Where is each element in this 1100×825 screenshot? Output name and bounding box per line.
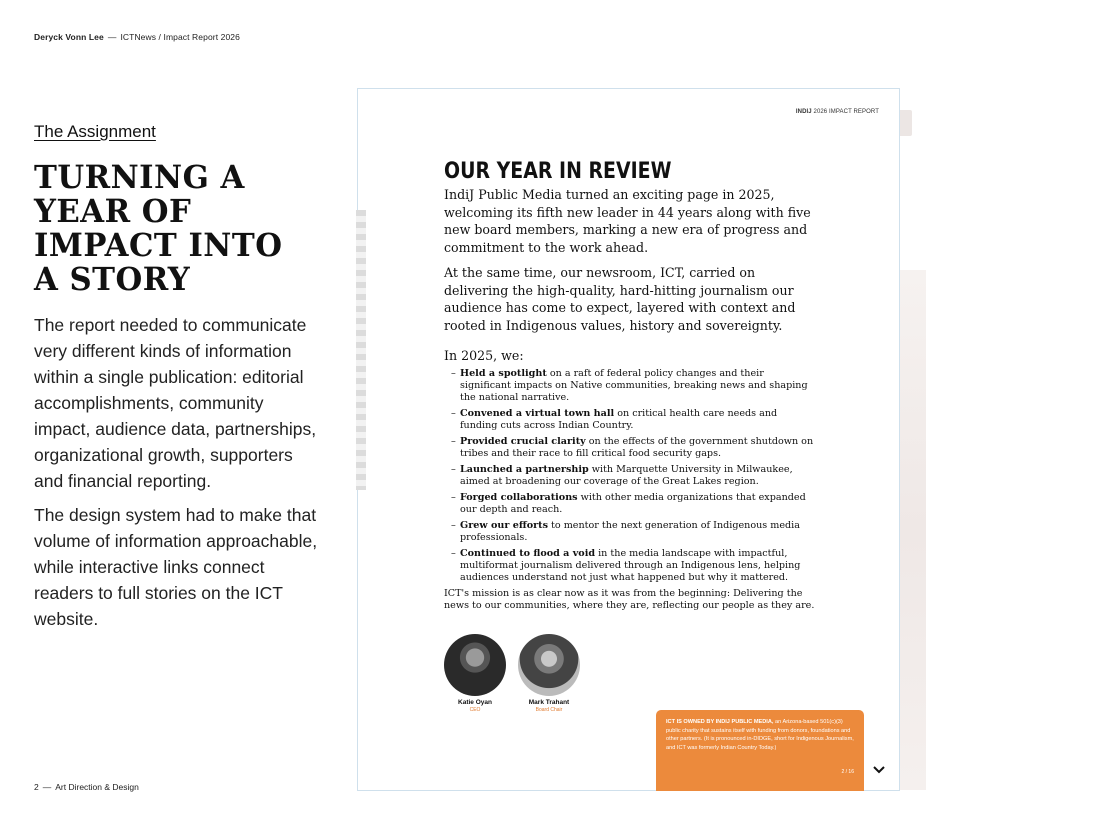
list-item-lead[interactable]: Grew our efforts — [460, 520, 548, 532]
header-breadcrumb: ICTNews / Impact Report 2026 — [120, 32, 240, 42]
footer-separator: — — [42, 782, 52, 792]
person-card-board-chair — [518, 634, 580, 713]
report-paragraph-2: At the same time, our newsroom, ICT, carried on delivering the high-quality, hard-hitting journalism our audience has come to expect, layered with context and rooted in Indigenous values, history and sovereignty. — [444, 265, 796, 333]
list-item — [444, 492, 816, 516]
page-headline: TURNING A YEAR OF IMPACT INTO A STORY — [34, 158, 283, 298]
page-indicator: 2 / 16 — [841, 769, 854, 775]
report-label-brand: INDIJ — [795, 109, 812, 115]
list-item — [444, 464, 816, 488]
ownership-body: an Arizona-based 501(c)(3) public charity that sustains itself with funding from donors, foundations and other partners. (It is pronounced in-DIDGE, short for Indigenous Journalism, and ICT was formerly Indian Country Today.) — [666, 719, 854, 751]
author-name: Deryck Vonn Lee — [34, 32, 104, 42]
page-footer — [34, 782, 139, 792]
list-dash: – — [451, 520, 456, 532]
report-page-preview — [357, 88, 900, 791]
list-item-lead[interactable]: Provided crucial clarity — [460, 436, 586, 448]
report-title: OUR YEAR IN REVIEW — [444, 159, 672, 184]
ownership-callout — [656, 710, 864, 791]
list-item — [444, 520, 816, 544]
footer-section: Art Direction & Design — [55, 782, 139, 792]
list-dash: – — [451, 436, 456, 448]
list-dash: – — [451, 408, 456, 420]
person-role: CEO — [469, 707, 481, 713]
person-card-ceo — [444, 634, 506, 713]
report-label — [796, 109, 879, 115]
report-label-text: 2026 IMPACT REPORT — [811, 109, 879, 115]
portrait-photo — [444, 634, 506, 696]
list-dash: – — [451, 464, 456, 476]
list-item-text: with Marquette University in Milwaukee, aimed at broadening our coverage of the Great Lakes region. — [460, 464, 793, 487]
list-item-text: in the media landscape with impactful, multiformat journalism delivered through an Indigenous lens, helping audiences understand not just what happened but why it mattered. — [460, 548, 801, 583]
chevron-down-icon[interactable] — [870, 761, 888, 779]
person-role: Board Chair — [535, 707, 563, 713]
leadership-portraits — [444, 634, 580, 713]
background-page-fragment — [898, 270, 926, 790]
mission-statement: ICT's mission is as clear now as it was from the beginning: Delivering the news to our communities, where they are, reflecting our people as they are. — [444, 588, 815, 612]
ownership-lead: ICT IS OWNED BY INDIJ PUBLIC MEDIA, — [666, 719, 774, 725]
footer-page-number: 2 — [34, 782, 39, 792]
list-item-lead[interactable]: Held a spotlight — [460, 368, 547, 380]
list-item-text: with other media organizations that expanded our depth and reach. — [460, 492, 806, 515]
list-item — [444, 368, 816, 403]
body-paragraph-2: The design system had to make that volume of information approachable, while interactive links connect readers to full stories on the ICT website. — [34, 505, 318, 629]
accomplishments-list — [444, 368, 816, 583]
list-item — [444, 436, 816, 460]
list-item — [444, 408, 816, 432]
background-page-fragment-top — [898, 110, 912, 136]
page-edge-decoration — [356, 210, 366, 490]
header-separator: — — [107, 32, 117, 42]
list-item-text: on the effects of the government shutdown on tribes and their race to fill critical food security gaps. — [460, 436, 814, 459]
page-header — [34, 32, 240, 42]
list-item — [444, 548, 816, 583]
report-paragraph-1: IndiJ Public Media turned an exciting page in 2025, welcoming its fifth new leader in 44 years along with five new board members, marking a new era of progress and commitment to the work ahead. — [444, 187, 811, 255]
person-name: Mark Trahant — [528, 699, 570, 706]
list-dash: – — [451, 492, 456, 504]
section-kicker: The Assignment — [34, 122, 156, 141]
report-list-intro: In 2025, we: — [444, 348, 524, 363]
list-item-text: to mentor the next generation of Indigenous media professionals. — [460, 520, 800, 543]
ownership-text — [666, 718, 854, 752]
portrait-photo — [518, 634, 580, 696]
list-item-text: on critical health care needs and funding cuts across Indian Country. — [460, 408, 778, 431]
assignment-column — [34, 122, 324, 632]
list-item-lead[interactable]: Continued to flood a void — [460, 548, 596, 560]
list-item-lead[interactable]: Convened a virtual town hall — [460, 408, 615, 420]
report-body — [444, 186, 816, 612]
list-item-text: on a raft of federal policy changes and their significant impacts on Native communities, breaking news and shaping the national narrative. — [460, 368, 808, 403]
list-item-lead[interactable]: Launched a partnership — [460, 464, 589, 476]
list-dash: – — [451, 368, 456, 380]
person-name: Katie Oyan — [458, 699, 492, 706]
list-item-lead[interactable]: Forged collaborations — [460, 492, 578, 504]
list-dash: – — [451, 548, 456, 560]
body-paragraph-1: The report needed to communicate very different kinds of information within a single publication: editorial accomplishments, community impact, audience data, partnerships, organizational growth, supporters and financial reporting. — [34, 315, 317, 491]
